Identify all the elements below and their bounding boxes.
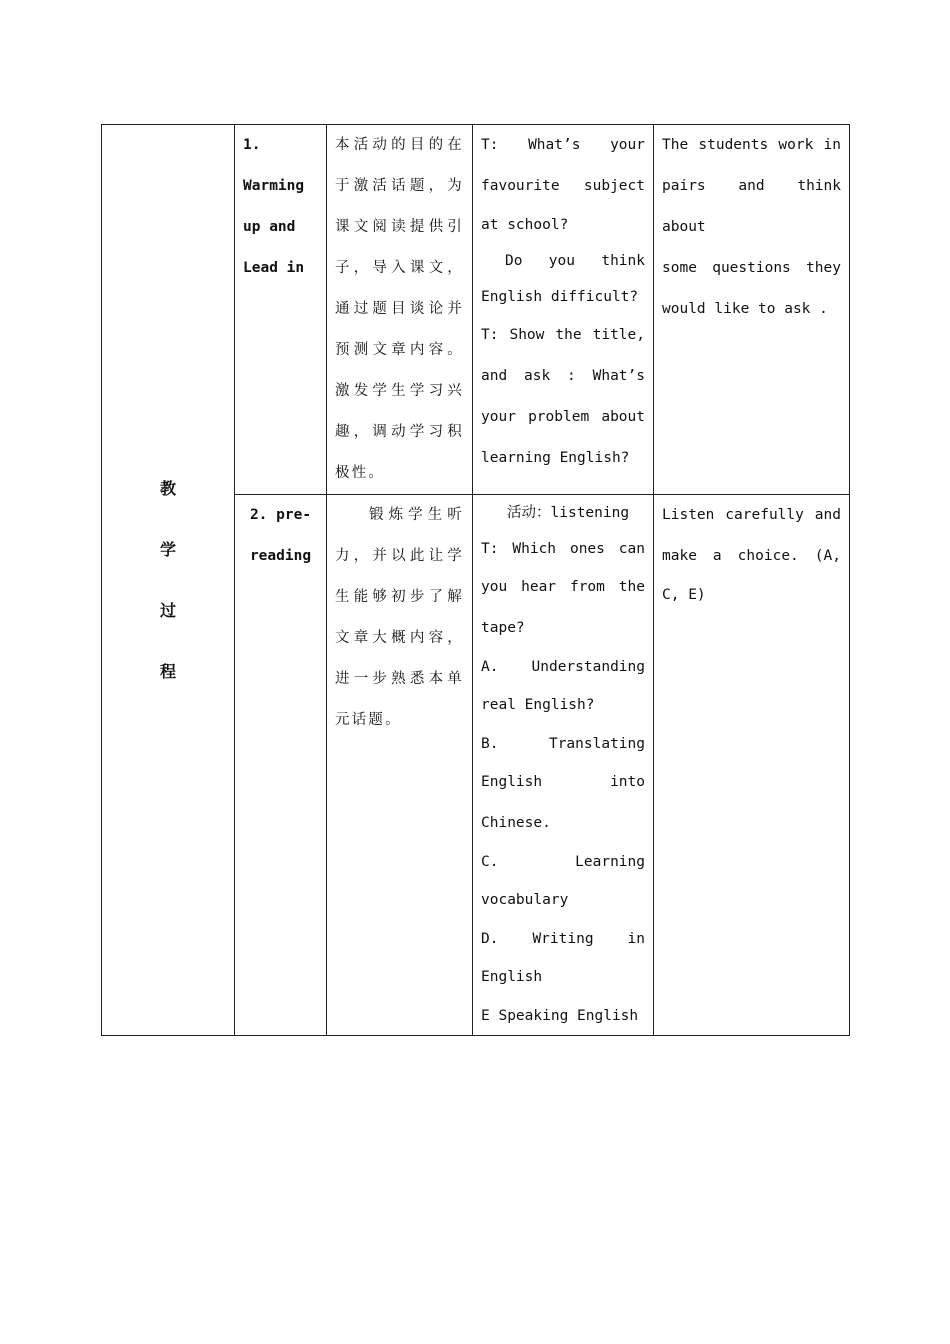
option-line: A. Understanding [481, 659, 645, 675]
stage-line: 2. pre- [249, 507, 312, 523]
teacher-line: you hear from the [481, 579, 645, 595]
teacher-line: Do you think [505, 253, 645, 269]
section-char: 程 [159, 662, 176, 681]
teacher-line: tape? [481, 620, 525, 636]
option-line: English [481, 969, 543, 985]
student-line: pairs and think about [662, 178, 841, 235]
option-line: C. Learning [481, 854, 645, 870]
teacher-line: favourite subject [481, 178, 645, 194]
stage-cell [235, 125, 327, 495]
teacher-activity-cell [473, 125, 654, 495]
teacher-activity-cell [473, 495, 654, 1036]
purpose-cell [327, 495, 473, 1036]
teacher-line: T: What’s your [481, 137, 645, 153]
option-line: English into [481, 774, 645, 790]
option-line: B. Translating [481, 736, 645, 752]
student-line: would like to ask . [662, 301, 828, 317]
purpose-text: 本活动的目的在于激活话题，为课文阅读提供引子，导入课文，通过题目谈论并预测文章内容。激发学生学习兴趣，调动学习积极性。 [335, 137, 464, 481]
activity-label: 活动：listening [507, 505, 630, 521]
student-line: The students work in [662, 137, 841, 153]
teacher-line: English difficult? [481, 289, 639, 305]
student-line: Listen carefully and [662, 507, 841, 523]
option-line: vocabulary [481, 892, 569, 908]
stage-line: Lead in [243, 260, 305, 276]
teacher-line: T: Which ones can [481, 541, 645, 557]
purpose-text: 锻炼学生听力，并以此让学生能够初步了解文章大概内容，进一步熟悉本单元话题。 [335, 507, 464, 728]
section-label-cell [102, 125, 235, 1036]
teacher-line: T: Show the title, [481, 327, 645, 343]
section-char: 学 [159, 540, 176, 559]
stage-line: Warming [243, 178, 305, 194]
teacher-line: learning English? [481, 450, 630, 466]
section-char: 教 [159, 479, 176, 498]
option-line: Chinese. [481, 815, 551, 831]
stage-line: 1. [243, 137, 261, 153]
stage-line: reading [249, 548, 312, 564]
teacher-line: at school? [481, 217, 569, 233]
student-line: make a choice. (A, [662, 548, 841, 564]
student-activity-cell [654, 495, 850, 1036]
teacher-line: and ask : What’s [481, 368, 645, 384]
option-line: D. Writing in [481, 931, 645, 947]
stage-line: up and [243, 219, 296, 235]
table-row [102, 125, 850, 495]
lesson-table [101, 124, 850, 1036]
stage-cell [235, 495, 327, 1036]
section-char: 过 [159, 601, 176, 620]
student-activity-cell [654, 125, 850, 495]
teacher-line: your problem about [481, 409, 645, 425]
option-line: E Speaking English [481, 1008, 639, 1024]
student-line: some questions they [662, 260, 841, 276]
student-line: C, E) [662, 587, 706, 603]
option-line: real English? [481, 697, 595, 713]
purpose-cell [327, 125, 473, 495]
